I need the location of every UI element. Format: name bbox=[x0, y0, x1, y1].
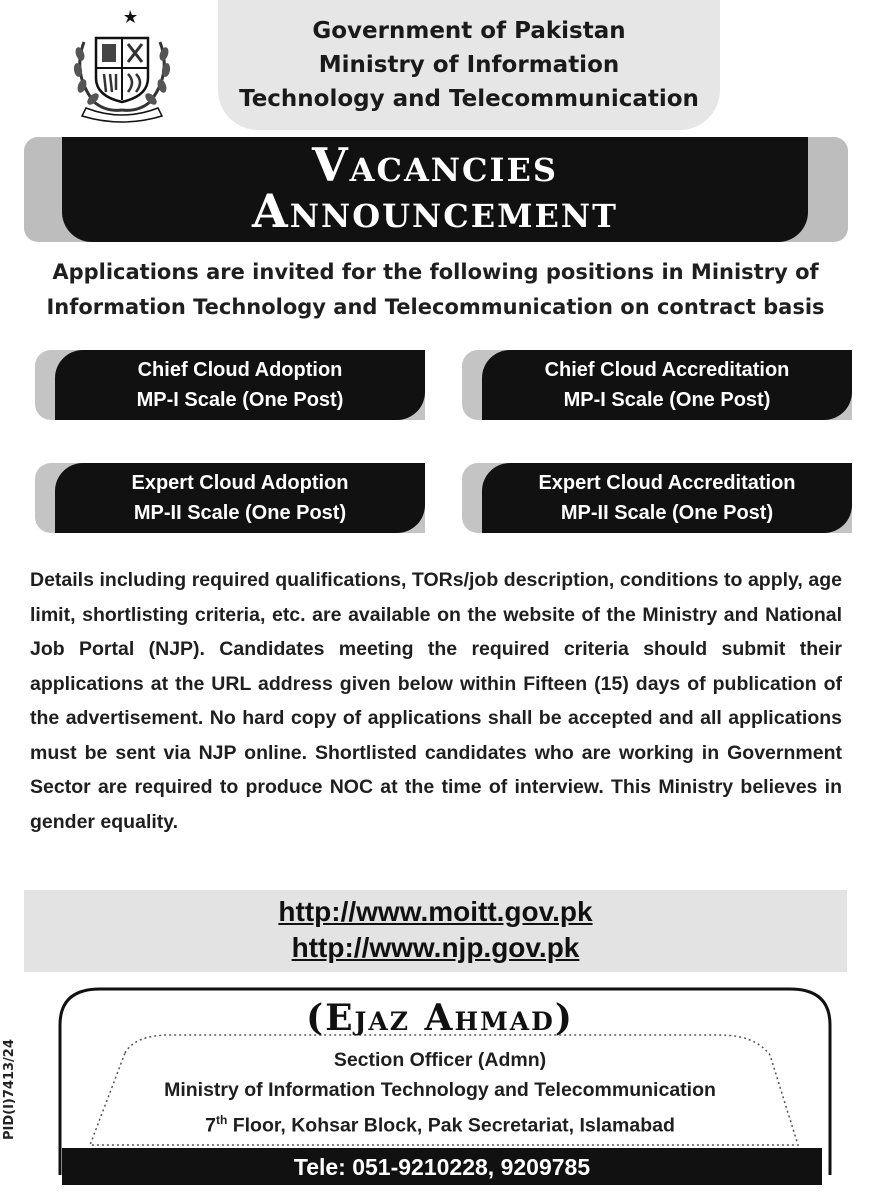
pid-number: PID(I)7413/24 bbox=[2, 1039, 17, 1140]
position-3-title: Expert Cloud Adoption bbox=[131, 472, 349, 494]
floor-number: 7 bbox=[205, 1114, 216, 1137]
emblem-icon bbox=[66, 4, 178, 126]
address-rest: Floor, Kohsar Block, Pak Secretariat, Islamabad bbox=[227, 1114, 675, 1137]
officer-name: (Ejaz Ahmad) bbox=[306, 997, 574, 1039]
position-1-title: Chief Cloud Adoption bbox=[137, 359, 343, 381]
floor-suffix: th bbox=[215, 1113, 228, 1127]
position-1-box bbox=[55, 350, 425, 420]
heading-line-2: Ministry of Information bbox=[318, 52, 620, 78]
intro-text bbox=[20, 255, 851, 325]
position-1-scale: MP-I Scale (One Post) bbox=[136, 389, 344, 411]
ministry-heading bbox=[218, 14, 720, 116]
officer-designation: Section Officer (Admn) bbox=[333, 1049, 547, 1071]
position-3-box bbox=[55, 463, 425, 533]
officer-address bbox=[80, 1106, 800, 1140]
moitt-website-link[interactable]: http://www.moitt.gov.pk bbox=[278, 896, 593, 927]
telephone-numbers: Tele: 051-9210228, 9209785 bbox=[293, 1154, 591, 1180]
heading-line-1: Government of Pakistan bbox=[312, 18, 626, 44]
position-4-title: Expert Cloud Accreditation bbox=[538, 472, 796, 494]
intro-line-2: Information Technology and Telecommunication on contract basis bbox=[46, 295, 825, 319]
government-emblem bbox=[66, 4, 178, 126]
officer-ministry: Ministry of Information Technology and Telecommunication bbox=[164, 1079, 716, 1101]
title-line-2: Announcement bbox=[252, 184, 618, 238]
position-2-title: Chief Cloud Accreditation bbox=[544, 359, 790, 381]
title-line-1: Vacancies bbox=[311, 138, 558, 192]
position-3-scale: MP-II Scale (One Post) bbox=[133, 502, 347, 524]
position-4-box bbox=[482, 463, 852, 533]
position-4-scale: MP-II Scale (One Post) bbox=[560, 502, 774, 524]
details-paragraph: Details including required qualifications, TORs/job description, conditions to apply, age limit, shortlisting criteria, etc. are available on the website of the Ministry and National Job Portal (NJP). Candidates meeting the required criteria should submit their applications at the URL address given below within Fifteen (15) days of publication of the advertisement. No hard copy of applications shall be accepted and all applications must be sent via NJP online. Shortlisted candidates who are working in Government Sector are required to produce NOC at the time of interview. This Ministry believes in gender equality. bbox=[30, 569, 842, 833]
heading-line-3: Technology and Telecommunication bbox=[239, 86, 699, 112]
title-band bbox=[62, 137, 808, 242]
njp-website-link[interactable]: http://www.njp.gov.pk bbox=[291, 932, 580, 963]
position-2-box bbox=[482, 350, 852, 420]
position-2-scale: MP-I Scale (One Post) bbox=[563, 389, 771, 411]
intro-line-1: Applications are invited for the following positions in Ministry of bbox=[52, 260, 819, 284]
